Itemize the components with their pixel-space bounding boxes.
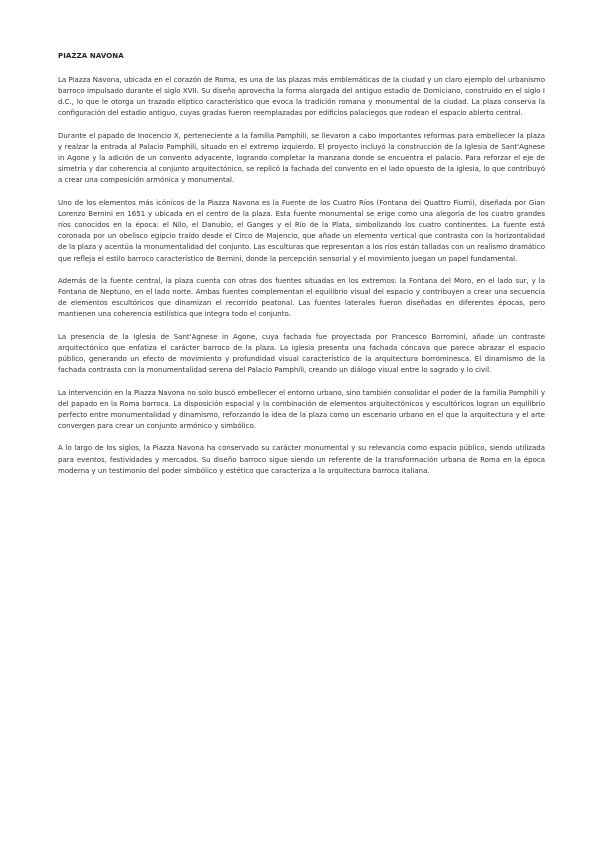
paragraph-1: La Piazza Navona, ubicada en el corazón de Roma, es una de las plazas más emblemáticas de la ciudad y un claro ejemplo del urbanismo barroco impulsado durante el siglo XVII. Su diseño aprovecha la forma alargada del antiguo estadio de Domiciano, construido en el siglo I d.C., lo que le otorga un trazado elíptico característico que evoca la tradición romana y monumental de la ciudad. La plaza conserva la configuración del estadio antiguo, cuyas gradas fueron reemplazadas por edificios palaciegos que rodean el espacio abierto central.: [58, 76, 545, 118]
paragraph-2: Durante el papado de Inocencio X, perteneciente a la familia Pamphili, se llevaron a cabo importantes reformas para embellecer la plaza y realzar la entrada al Palacio Pamphili, situado en el extremo izquierdo. El proyecto incluyó la construcción de la Iglesia de Sant'Agnese in Agone y la adición de un convento adyacente, logrando completar la manzana donde se encuentra el palacio. Para reforzar el eje de simetría y dar coherencia al conjunto arquitectónico, se replicó la fachada del convento en el lado opuesto de la iglesia, lo que contribuyó a crear una composición armónica y monumental.: [58, 131, 545, 185]
paragraph-7: A lo largo de los siglos, la Piazza Navona ha conservado su carácter monumental y su relevancia como espacio público, siendo utilizada para eventos, festividades y mercados. Su diseño barroco sigue siendo un referente de la transformación urbana de Roma en la época moderna y un testimonio del poder simbólico y estético que caracteriza a la arquitectura barroca italiana.: [58, 444, 545, 475]
paragraph-5: La presencia de la Iglesia de Sant'Agnese in Agone, cuya fachada fue proyectada por Francesco Borromini, añade un contraste arquitectónico que enfatiza el carácter barroco de la plaza. La iglesia presenta una fachada cóncava que parece abrazar el espacio público, generando un efecto de movimiento y profundidad visual característico de la arquitectura borrominesca. El dinamismo de la fachada contrasta con la monumentalidad serena del Palacio Pamphili, creando un diálogo visual entre lo sagrado y lo civil.: [58, 332, 545, 375]
paragraph-4: Además de la fuente central, la plaza cuenta con otras dos fuentes situadas en los extremos: la Fontana del Moro, en el lado sur, y la Fontana de Neptuno, en el lado norte. Ambas fuentes complementan el equilibrio visual del espacio y contribuyen a crear una secuencia de elementos escultóricos que dinamizan el recorrido peatonal. Las fuentes laterales fueron diseñadas en diferentes épocas, pero mantienen una coherencia estilística que integra todo el conjunto.: [58, 276, 545, 319]
document-title: PIAZZA NAVONA: [58, 52, 124, 60]
document-page: [58, 52, 545, 488]
paragraph-6: La intervención en la Piazza Navona no solo buscó embellecer el entorno urbano, sino también consolidar el poder de la familia Pamphili y del papado en la Roma barroca. La disposición espacial y la combinación de elementos arquitectónicos y escultóricos logran un equilibrio perfecto entre monumentalidad y dinamismo, reforzando la idea de la plaza como un escenario urbano en el que la arquitectura y el arte convergen para crear un conjunto armónico y simbólico.: [58, 388, 545, 430]
paragraph-3: Uno de los elementos más icónicos de la Piazza Navona es la Fuente de los Cuatro Ríos (Fontana dei Quattro Fiumi), diseñada por Gian Lorenzo Bernini en 1651 y ubicada en el centro de la plaza. Esta fuente monumental se erige como una alegoría de los cuatro grandes ríos conocidos en la época: el Nilo, el Danubio, el Ganges y el Río de la Plata, simbolizando los cuatro continentes. La fuente está coronada por un obelisco egipcio traído desde el Circo de Majencio, que añade un elemento vertical que contrasta con la horizontalidad de la plaza y acentúa la monumentalidad del conjunto. Las esculturas que representan a los ríos están talladas con un realismo dramático que refleja el estilo barroco característico de Bernini, donde la percepción sensorial y el movimiento juegan un papel fundamental.: [58, 198, 545, 263]
